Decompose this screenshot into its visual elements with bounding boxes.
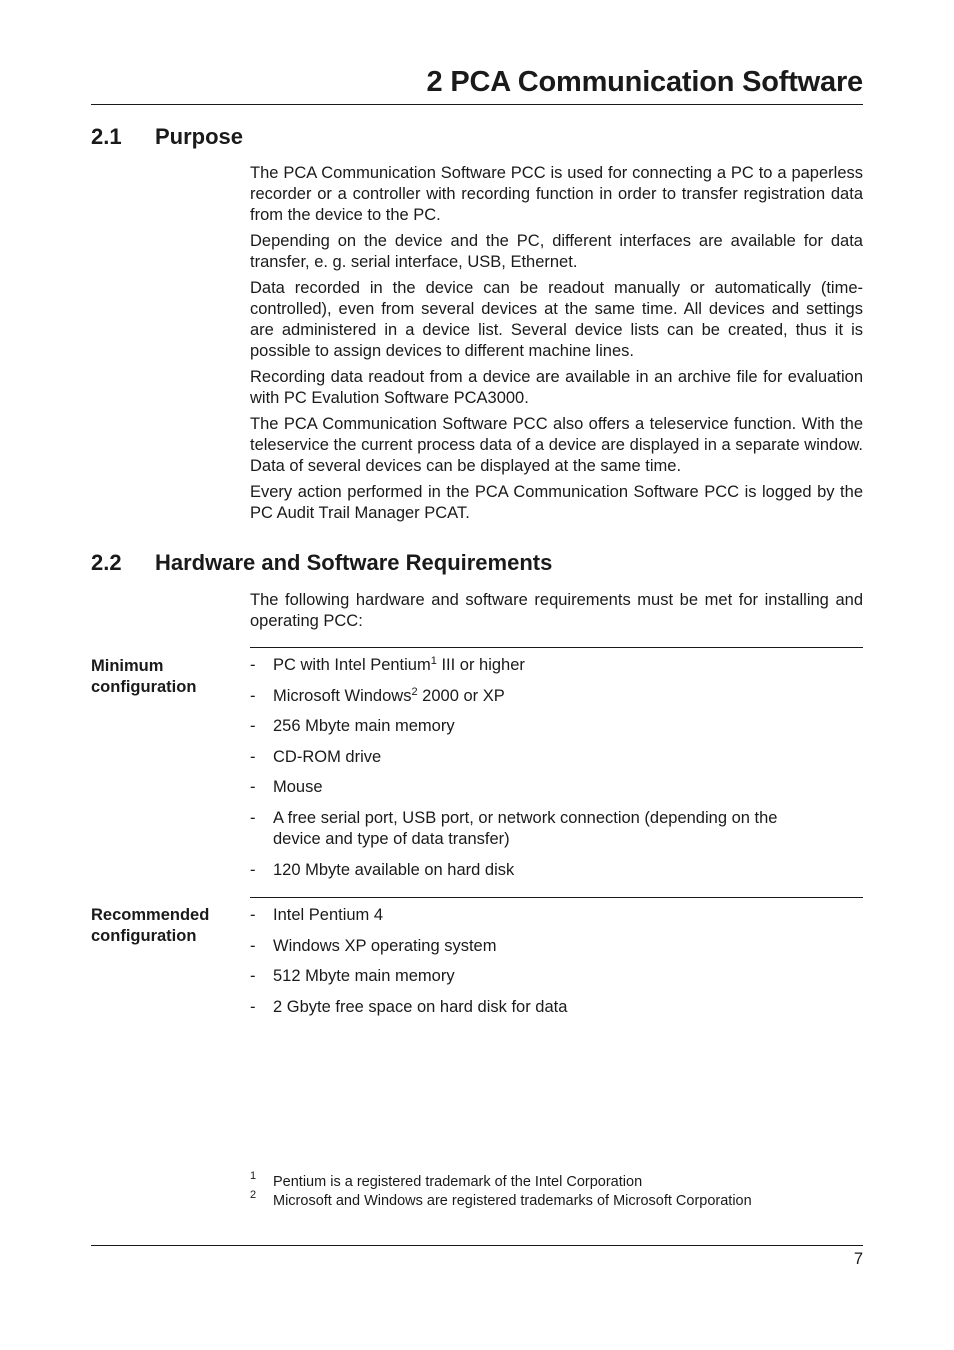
item-text: Intel Pentium 4 [273,906,384,924]
list-dash: - [250,936,256,955]
paragraph: The PCA Communication Software PCC is used for connecting a PC to a paperless recorder or a controller with recording function in order to transfer registration data from the device to the PC. [250,164,863,224]
list-item [250,860,863,881]
list-item [250,966,863,987]
label-line: configuration [91,678,197,696]
list-dash: - [250,997,256,1016]
list-dash: - [250,686,256,705]
list-dash: - [250,906,256,924]
list-item [250,716,863,737]
minimum-config-rule [250,647,863,648]
recommended-config-rule [250,897,863,898]
item-text-after: 2000 or XP [417,686,505,705]
minimum-config-list [250,655,863,890]
list-dash: - [250,747,256,766]
footnote-text: Pentium is a registered trademark of the Intel Corporation [273,1174,643,1190]
item-text: Windows XP operating system [273,936,497,955]
item-text: Mouse [273,778,323,797]
list-item [250,808,863,850]
paragraph: The following hardware and software requirements must be met for installing and operating PCC: [250,591,863,630]
item-text: Microsoft Windows [273,686,412,705]
item-text: PC with Intel Pentium [273,656,431,674]
chapter-title: 2 PCA Communication Software [426,66,863,98]
recommended-config-list [250,905,863,1027]
footnote [250,1189,863,1211]
footnote-ref: 2 [411,685,418,698]
page-number: 7 [853,1250,863,1268]
list-item [250,686,863,707]
list-dash: - [250,967,256,986]
paragraph: The PCA Communication Software PCC also offers a teleservice function. With the teleservice the current process data of a device are displayed in a separate window. Data of several devices can be displayed at the same time. [250,415,863,475]
footnote-mark: 2 [250,1189,257,1201]
section-heading-purpose [91,124,243,150]
footnote [250,1170,863,1192]
footnotes [250,1170,863,1211]
section-title: Purpose [155,124,244,149]
item-text: CD-ROM drive [273,747,382,766]
list-item [250,747,863,768]
item-text: 256 Mbyte main memory [273,717,455,736]
label-line: Recommended [91,906,210,924]
minimum-config-label [91,656,241,698]
section-number: 2.1 [91,124,122,149]
recommended-config-label [91,905,241,947]
footnote-ref: 1 [430,655,437,667]
item-text: A free serial port, USB port, or network connection (depending on the device and type of data transfer) [273,808,778,848]
list-item [250,936,863,957]
purpose-body [250,163,863,529]
paragraph: Depending on the device and the PC, different interfaces are available for data transfer, e. g. serial interface, USB, Ethernet. [250,232,863,271]
item-text: 2 Gbyte free space on hard disk for data [273,997,568,1016]
footer-rule [91,1245,863,1246]
requirements-intro [250,590,863,637]
list-item [250,997,863,1018]
paragraph: Every action performed in the PCA Communication Software PCC is logged by the PC Audit Trail Manager PCAT. [250,483,863,522]
label-line: configuration [91,927,197,945]
label-line: Minimum [91,657,164,675]
list-dash: - [250,860,256,879]
section-heading-requirements [91,550,552,576]
list-dash: - [250,808,256,827]
item-text: 512 Mbyte main memory [273,967,455,986]
header-rule [91,104,863,105]
list-dash: - [250,656,256,674]
footnote-mark: 1 [250,1170,257,1182]
item-text-after: III or higher [436,656,525,674]
list-dash: - [250,717,256,736]
footnote-text: Microsoft and Windows are registered trademarks of Microsoft Corporation [273,1193,752,1209]
item-text: 120 Mbyte available on hard disk [273,860,515,879]
paragraph: Recording data readout from a device are available in an archive file for evaluation with PC Evalution Software PCA3000. [250,368,863,407]
paragraph: Data recorded in the device can be readout manually or automatically (time-controlled), even from several devices at the same time. All devices and settings are administered in a device list. Several device lists can be created, thus it is possible to assign devices to different machine lines. [250,279,863,360]
list-dash: - [250,778,256,797]
section-title: Hardware and Software Requirements [155,550,553,575]
section-number: 2.2 [91,550,122,575]
list-item [250,905,863,926]
list-item [250,777,863,798]
list-item [250,655,863,676]
